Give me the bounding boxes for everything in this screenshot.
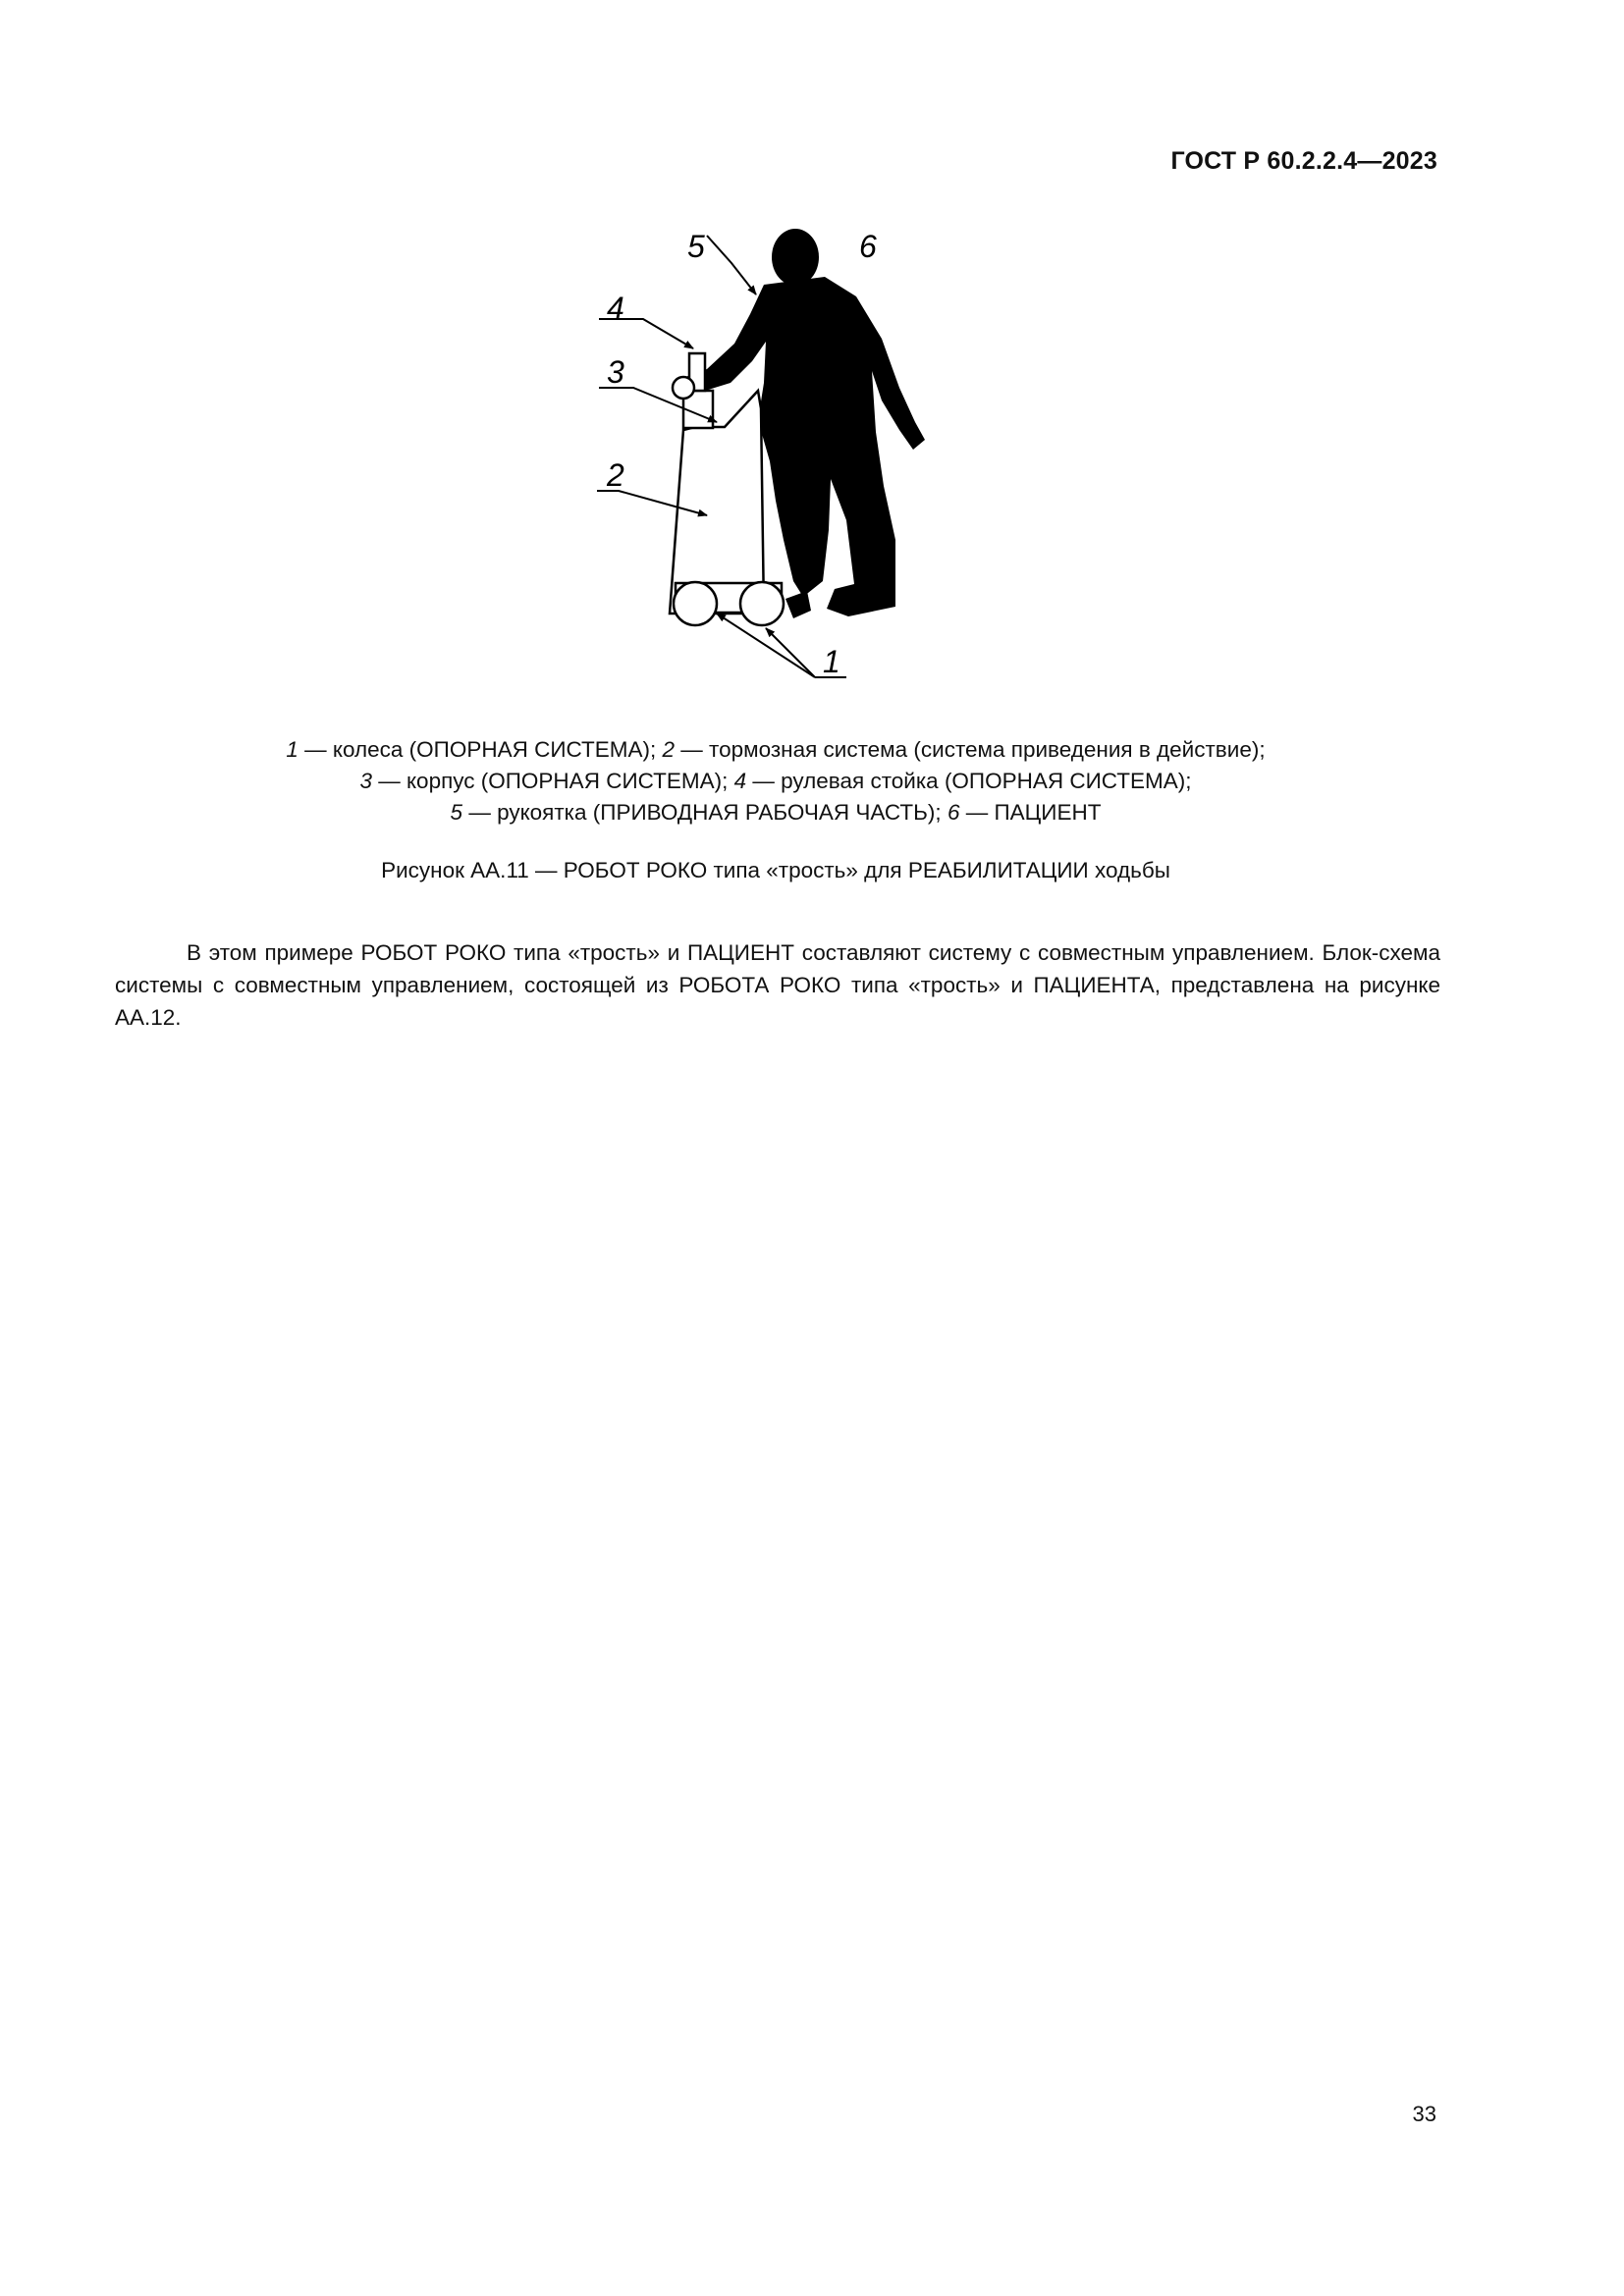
legend-text: — тормозная система (система приведения в действие); (675, 737, 1266, 762)
figure-legend (118, 734, 1434, 828)
callout-4: 4 (607, 291, 624, 326)
legend-text: — рукоятка (ПРИВОДНАЯ РАБОЧАЯ ЧАСТЬ); (462, 800, 947, 825)
legend-text: — колеса (ОПОРНАЯ СИСТЕМА); (298, 737, 663, 762)
callout-2: 2 (607, 457, 624, 493)
callout-5: 5 (687, 229, 705, 264)
legend-num: 3 (359, 769, 372, 793)
legend-num: 2 (662, 737, 676, 762)
legend-num: 1 (286, 737, 298, 762)
page-number: 33 (1412, 2102, 1436, 2126)
legend-line-3 (118, 797, 1434, 828)
callout-6: 6 (859, 229, 877, 264)
callout-3: 3 (607, 354, 624, 390)
legend-line-2 (118, 766, 1434, 797)
figure-caption: Рисунок АА.11 — РОБОТ РОКО типа «трость» для РЕАБИЛИТАЦИИ ходьбы (381, 858, 1170, 882)
body-paragraph: В этом примере РОБОТ РОКО типа «трость» и ПАЦИЕНТ составляют систему с совместным управлением. Блок-схема системы с совместным управлением, состоящей из РОБОТА РОКО типа «трость» и ПАЦИЕНТА, представлена на рисунке АА.12. (115, 940, 1440, 1030)
legend-num: 5 (450, 800, 463, 825)
figure-robot-cane (589, 226, 1001, 697)
legend-text: — корпус (ОПОРНАЯ СИСТЕМА); (371, 769, 734, 793)
document-header: ГОСТ Р 60.2.2.4—2023 (1170, 147, 1437, 175)
callout-1: 1 (823, 644, 840, 679)
legend-text: — рулевая стойка (ОПОРНАЯ СИСТЕМА); (746, 769, 1192, 793)
legend-text: — ПАЦИЕНТ (959, 800, 1102, 825)
legend-num: 4 (733, 769, 747, 793)
legend-num: 6 (947, 800, 960, 825)
legend-line-1 (118, 734, 1434, 766)
